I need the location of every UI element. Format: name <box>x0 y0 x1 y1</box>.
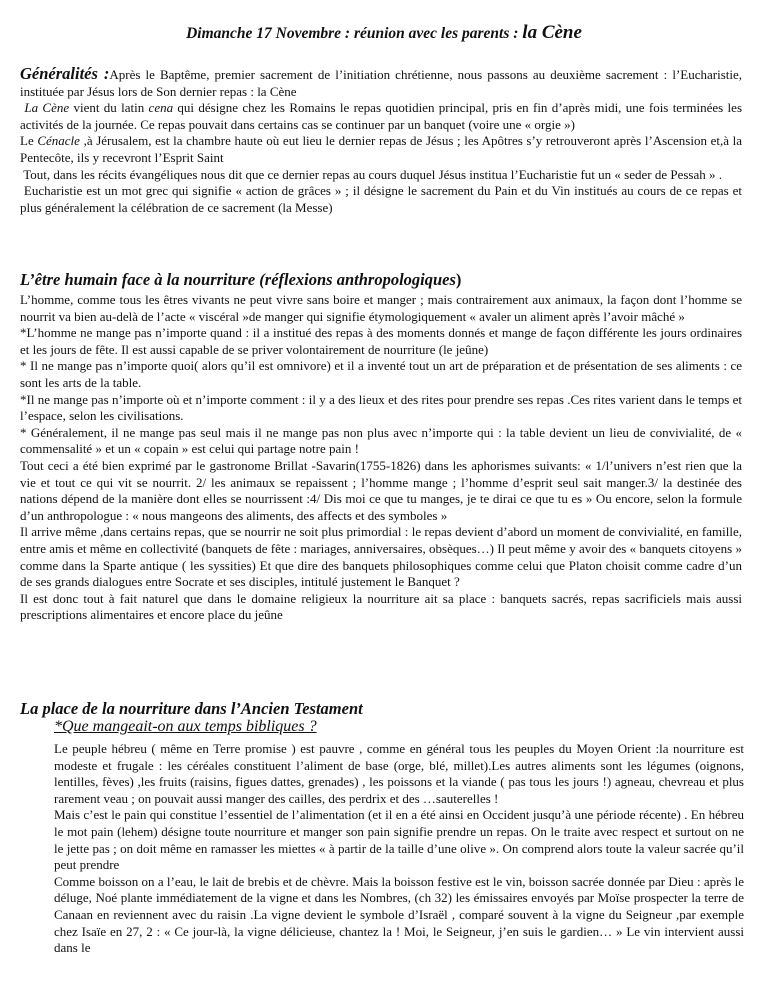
section-ancien-testament <box>54 741 744 957</box>
generalites-paragraph-5 <box>20 183 742 216</box>
text-fragment: Le <box>20 133 38 149</box>
section-heading-ancien-testament: La place de la nourriture dans l’Ancien Testament <box>20 699 363 718</box>
text-fragment: Eucharistie est un mot grec qui signifie « action de grâces » ; il désigne le sacrement du Pain et du Vin institués au cours de ce repas et plus généralement la célébration de ce sacrement (la Messe) <box>20 183 743 215</box>
text-fragment: qui désigne chez les Romains le repas quotidien principal, pris en fin d’après midi, une fois terminées les activités de la journée. Ce repas pouvait dans certains cas se continuer par un banquet (voire une « orgie ») <box>20 100 743 132</box>
anthro-paragraph: *Il ne mange pas n’importe où et n’importe comment : il y a des lieux et des rites pour prendre ses repas .Ces rites varient dans le temps et l’espace, selon les civilisations. <box>20 391 742 424</box>
anthro-paragraph: Tout ceci a été bien exprimé par le gastronome Brillat -Savarin(1755-1826) dans les aphorismes suivants: « 1/l’univers n’est rien que la vie et tout ce qui vit se nourrit. 2/ les animaux se repaissent ; l’homme mange ; l’homme d’esprit seul sait manger.3/ la destinée des nations dépend de la manière dont elles se nourrissent :4/ Dis moi ce que tu manges, je te dirai ce que tu es » Ou encore, selon la formule d’un anthropologue : « nous mangeons des aliments, des affects et des symboles » <box>20 457 742 523</box>
anthro-paragraph: * Il ne mange pas n’importe quoi( alors qu’il est omnivore) et il a inventé tout un art de préparation et de présentation de ses aliments : ce sont les arts de la table. <box>20 358 742 390</box>
heading-close: ) <box>455 270 462 289</box>
heading-text: L’être humain face à la nourriture (réflexions anthropologiques <box>20 270 456 289</box>
page-title <box>0 22 768 44</box>
title-main: Dimanche 17 Novembre : réunion avec les parents : <box>186 25 523 42</box>
section-heading-generalites: Généralités : <box>20 64 110 83</box>
anthro-paragraph: Il est donc tout à fait naturel que dans le domaine religieux la nourriture ait sa place : banquets sacrés, repas sacrificiels mais aussi prescriptions alimentaires et encore place du jeûne <box>20 590 742 623</box>
term-cena: cena <box>148 100 174 116</box>
section-generalites <box>20 66 742 216</box>
generalites-paragraph-3 <box>20 133 742 166</box>
title-tail: la Cène <box>522 22 582 43</box>
generalites-intro-text: Après le Baptême, premier sacrement de l’initiation chrétienne, nous passons au deuxième sacrement : l’Eucharistie, instituée par Jésus lors de Son dernier repas : la Cène <box>20 67 742 99</box>
anthro-paragraph: * Généralement, il ne mange pas seul mais il ne mange pas non plus avec n’importe qui : la table devient un lieu de convivialité, de « commensalité » et un « copain » est celui qui partage notre pain ! <box>20 424 742 457</box>
term-cenacle: Cénacle <box>37 133 80 149</box>
anthro-paragraph: L’homme, comme tous les êtres vivants ne peut vivre sans boire et manger ; mais contrairement aux animaux, la façon dont l’homme se nourrit va bien au-delà de l’acte « viscéral »de manger qui signifie étymologiquement « avaler un aliment après l’avoir mâché » <box>20 292 742 324</box>
anthro-paragraph: *L’homme ne mange pas n’importe quand : il a institué des repas à des moments donnés et mange de façon différente les jours ordinaires et les jours de fête. Il est aussi capable de se priver volontairement de nourriture (le jeûne) <box>20 325 742 357</box>
text-fragment: Tout, dans les récits évangéliques nous dit que ce dernier repas au cours duquel Jésus institua l’Eucharistie fut un « seder de Pessah » . <box>23 166 722 182</box>
generalites-paragraph-1 <box>20 66 742 100</box>
subheading-temps-bibliques: *Que mangeait-on aux temps bibliques ? <box>54 718 317 735</box>
section-anthropologie <box>20 292 742 624</box>
text-fragment: vient du latin <box>69 100 149 116</box>
anthro-paragraph: Il arrive même ,dans certains repas, que se nourrir ne soit plus primordial : le repas devient d’abord un moment de convivialité, en famille, entre amis et même en collectivité (banquets de fête : mariages, anniversaires, obsèques…) Il peut même y avoir des « banquets citoyens » comme dans la Sparte antique ( les syssities) Et que dire des banquets philosophiques comme celui que Platon choisit comme cadre d’un de ses grands dialogues entre Socrate et ses disciples, intitulé justement le Banquet ? <box>20 524 742 590</box>
section-heading-anthropologie <box>20 270 461 290</box>
at-paragraph: Le peuple hébreu ( même en Terre promise ) est pauvre , comme en général tous les peuples du Moyen Orient :la nourriture est modeste et frugale : les céréales constituent l’aliment de base (orge, blé, millet).Les autres aliments sont les légumes (oignons, lentilles, fèves) ,les fruits (raisins, figues dattes, grenades) , les poissons et la viande ( pas tous les jours !) agneau, chevreau et plus rarement veau ; on pouvait aussi manger des cailles, des perdrix et des …sauterelles ! <box>54 741 744 806</box>
text-fragment: ,à Jérusalem, est la chambre haute où eut lieu le dernier repas de Jésus ; les Apôtres s’y retrouveront après l’Ascension et,à la Pentecôte, ils y recevront l’Esprit Saint <box>20 133 742 165</box>
term-la-cene: La Cène <box>24 100 70 116</box>
at-paragraph: Mais c’est le pain qui constitue l’essentiel de l’alimentation (et il en a été ainsi en Occident jusqu’à une période récente) . En hébreu le mot pain (lehem) désigne toute nourriture et manger son pain signifie prendre un repas. On le traite avec respect et surtout on ne le jette pas ; on doit même en ramasser les miettes « à partir de la taille d’une olive ». On comprend alors toute la valeur sacrée qu’il peut prendre <box>54 807 744 873</box>
generalites-paragraph-2 <box>20 100 742 133</box>
generalites-paragraph-4 <box>20 167 742 184</box>
at-paragraph: Comme boisson on a l’eau, le lait de brebis et de chèvre. Mais la boisson festive est le vin, boisson sacrée donnée par Dieu : après le déluge, Noé plante immédiatement de la vigne et dans les Nombres, (ch 32) les émissaires envoyés par Moïse prospecter la terre de Canaan en reviennent avec du raisin .La vigne devient le symbole d’Israël , comparé souvent à la vigne du Seigneur ,par exemple chez Isaïe en 27, 2 : « Ce jour-là, la vigne délicieuse, chantez la ! Moi, le Seigneur, j’en suis le gardien… » Le vin intervient aussi dans le <box>54 873 744 956</box>
